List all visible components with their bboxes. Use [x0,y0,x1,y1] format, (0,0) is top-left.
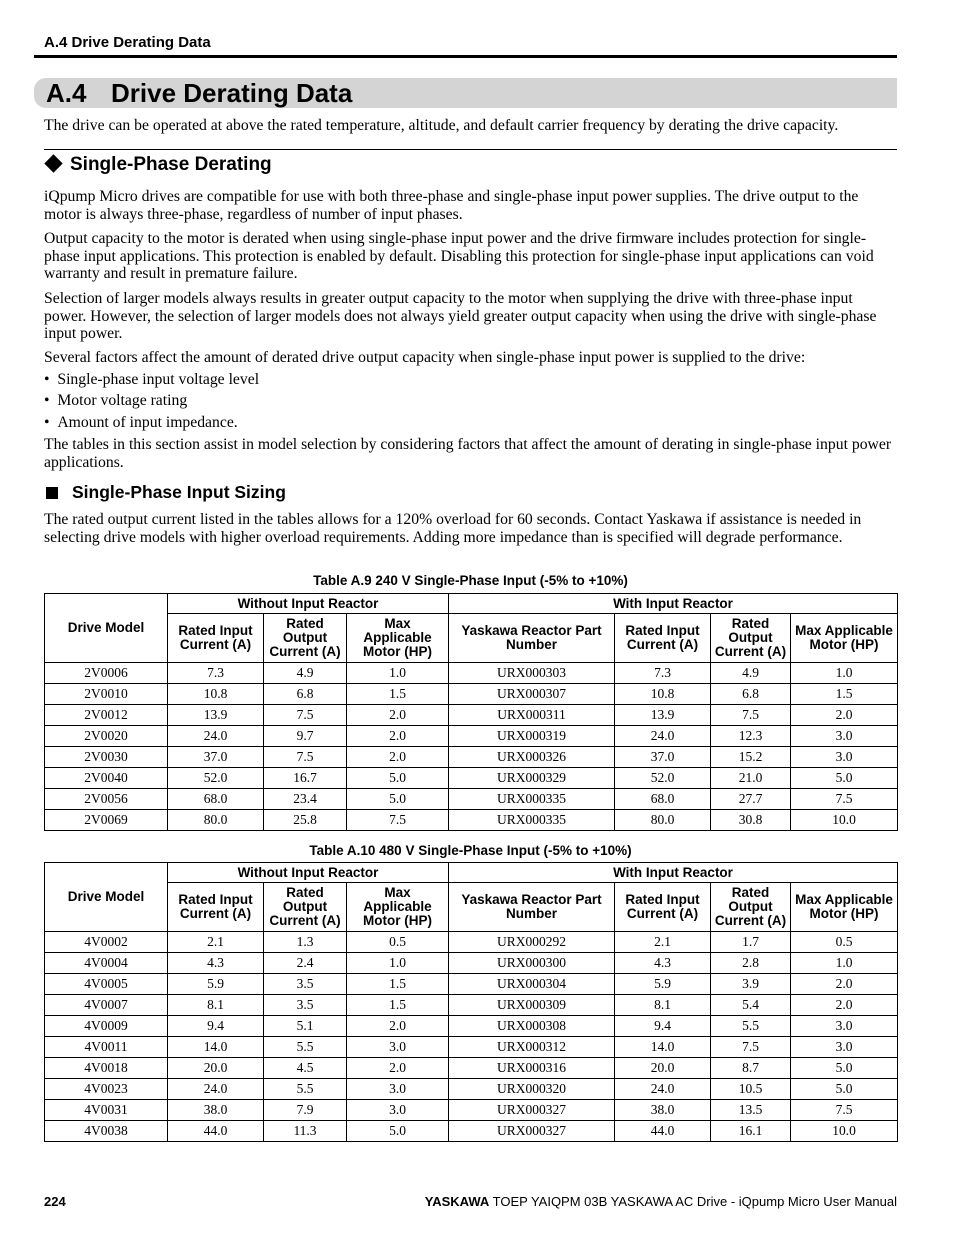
divider [44,149,897,150]
table-cell: 4V0004 [45,953,168,974]
table-cell: 4.3 [615,953,711,974]
bullet-item: • Single-phase input voltage level [44,371,260,388]
table-cell: 5.0 [347,1121,449,1142]
table-cell: 4V0011 [45,1037,168,1058]
table-cell: URX000312 [449,1037,615,1058]
table-cell: 37.0 [168,747,264,768]
table-cell: 2.0 [347,1016,449,1037]
table-cell: 7.9 [264,1100,347,1121]
table-cell: 3.5 [264,974,347,995]
header-max-motor: Max Applicable Motor (HP) [791,614,898,663]
table-cell: 5.4 [711,995,791,1016]
table-cell: 1.0 [347,953,449,974]
header-rated-input: Rated Input Current (A) [168,614,264,663]
table-cell: 3.0 [791,1037,898,1058]
table-cell: 4.9 [711,663,791,684]
table-row [45,684,898,705]
header-rated-input: Rated Input Current (A) [168,883,264,932]
table-cell: 3.9 [711,974,791,995]
square-bullet-icon [46,487,58,499]
table-cell: URX000327 [449,1121,615,1142]
table-cell: 14.0 [168,1037,264,1058]
table-cell: URX000329 [449,768,615,789]
table-cell: 7.5 [791,1100,898,1121]
table-cell: 4V0009 [45,1016,168,1037]
table-cell: 5.0 [347,768,449,789]
table-cell: 5.0 [791,1079,898,1100]
table-cell: 13.9 [168,705,264,726]
table-cell: URX000335 [449,789,615,810]
table-row [45,953,898,974]
table-cell: 21.0 [711,768,791,789]
table-cell: 25.8 [264,810,347,831]
subsection-title: Single-Phase Input Sizing [72,482,286,502]
table-cell: 14.0 [615,1037,711,1058]
table-cell: 80.0 [615,810,711,831]
table-cell: 5.0 [347,789,449,810]
header-max-motor: Max Applicable Motor (HP) [347,614,449,663]
table-cell: 9.4 [168,1016,264,1037]
table-cell: 2.1 [615,932,711,953]
table-cell: 3.0 [347,1100,449,1121]
table-cell: 2.0 [347,726,449,747]
table-cell: 2V0006 [45,663,168,684]
header-max-motor: Max Applicable Motor (HP) [347,883,449,932]
header-rated-input: Rated Input Current (A) [615,883,711,932]
subsection-heading-single-phase [44,154,272,176]
header-rated-input: Rated Input Current (A) [615,614,711,663]
header-drive-model: Drive Model [45,594,168,663]
table-cell: 5.9 [168,974,264,995]
table-cell: 5.0 [791,768,898,789]
table-cell: 2.4 [264,953,347,974]
table-cell: URX000326 [449,747,615,768]
table-cell: 11.3 [264,1121,347,1142]
page-number: 224 [44,1194,66,1209]
paragraph: The tables in this section assist in model selection by considering factors that affect the amount of derating in single-phase input power applications. [44,436,892,471]
table-cell: 1.5 [347,684,449,705]
table-cell: 2.0 [791,995,898,1016]
table-cell: 2.1 [168,932,264,953]
table-cell: 4.5 [264,1058,347,1079]
table-cell: URX000303 [449,663,615,684]
table-row [45,1058,898,1079]
table-cell: 2V0056 [45,789,168,810]
table-caption: Table A.9 240 V Single-Phase Input (-5% to +10%) [313,573,628,588]
paragraph: Selection of larger models always results in greater output capacity to the motor when supplying the drive with three-phase input power. However, the selection of larger models does not always yield greater output capacity when using the drive with single-phase input power. [44,290,877,342]
table-row [45,974,898,995]
table-cell: 2V0010 [45,684,168,705]
table-cell: 3.0 [791,1016,898,1037]
derating-table-240v [44,593,898,831]
table-cell: 1.3 [264,932,347,953]
table-cell: 3.5 [264,995,347,1016]
table-cell: 1.5 [791,684,898,705]
header-without-reactor: Without Input Reactor [168,594,449,614]
table-cell: 20.0 [615,1058,711,1079]
table-cell: 7.3 [615,663,711,684]
section-heading [34,78,897,108]
footer-brand: YASKAWA [424,1194,490,1209]
table-cell: 24.0 [168,726,264,747]
table-cell: 4V0031 [45,1100,168,1121]
table-cell: URX000316 [449,1058,615,1079]
table-cell: URX000307 [449,684,615,705]
table-row [45,789,898,810]
table-cell: 1.5 [347,974,449,995]
table-cell: 7.5 [711,705,791,726]
table-row [45,747,898,768]
table-cell: 44.0 [615,1121,711,1142]
table-cell: URX000309 [449,995,615,1016]
header-drive-model: Drive Model [45,863,168,932]
table-cell: URX000320 [449,1079,615,1100]
table-cell: 24.0 [615,726,711,747]
table-cell: 2V0040 [45,768,168,789]
table-cell: URX000311 [449,705,615,726]
table-cell: 4V0005 [45,974,168,995]
table-cell: 52.0 [615,768,711,789]
table-cell: 5.1 [264,1016,347,1037]
table-cell: 27.7 [711,789,791,810]
table-cell: 2V0020 [45,726,168,747]
table-cell: 4.3 [168,953,264,974]
paragraph: The rated output current listed in the tables allows for a 120% overload for 60 seconds. Contact Yaskawa if assistance is needed in selecting drive models with higher overload requirements. Adding more impedance than is specified will degrade performance. [44,511,862,546]
table-row [45,1100,898,1121]
derating-table-480v [44,862,898,1142]
table-cell: URX000300 [449,953,615,974]
table-cell: 7.5 [264,705,347,726]
table-cell: 5.5 [264,1079,347,1100]
subsection-heading-input-sizing [44,482,286,503]
table-cell: 3.0 [791,726,898,747]
table-cell: 4V0007 [45,995,168,1016]
table-row [45,768,898,789]
table-cell: 7.5 [711,1037,791,1058]
table-cell: URX000335 [449,810,615,831]
table-cell: 10.5 [711,1079,791,1100]
table-cell: URX000319 [449,726,615,747]
bullet-item: • Amount of input impedance. [44,414,238,431]
table-cell: 8.7 [711,1058,791,1079]
table-row [45,810,898,831]
table-cell: 6.8 [711,684,791,705]
table-row [45,726,898,747]
subsection-title: Single-Phase Derating [70,154,272,175]
bullet-item: • Motor voltage rating [44,392,188,409]
table-cell: 6.8 [264,684,347,705]
table-cell: 4V0038 [45,1121,168,1142]
table-row [45,705,898,726]
header-max-motor: Max Applicable Motor (HP) [791,883,898,932]
footer-manual-title: TOEP YAIQPM 03B YASKAWA AC Drive - iQpump Micro User Manual [492,1194,897,1209]
intro-paragraph: The drive can be operated at above the rated temperature, altitude, and default carrier frequency by derating the drive capacity. [44,117,839,134]
table-cell: 3.0 [791,747,898,768]
table-cell: 10.8 [168,684,264,705]
table-cell: 0.5 [791,932,898,953]
header-reactor-part: Yaskawa Reactor Part Number [449,883,615,932]
table-cell: 4V0002 [45,932,168,953]
diamond-bullet-icon [44,155,62,173]
table-cell: 12.3 [711,726,791,747]
table-cell: URX000292 [449,932,615,953]
table-cell: 1.7 [711,932,791,953]
section-title: Drive Derating Data [111,78,353,108]
table-cell: 5.5 [264,1037,347,1058]
table-row [45,995,898,1016]
table-cell: 7.5 [264,747,347,768]
footer-text [425,1194,897,1209]
table-cell: 20.0 [168,1058,264,1079]
table-cell: 2.0 [791,705,898,726]
table-cell: 16.1 [711,1121,791,1142]
running-header: A.4 Drive Derating Data [44,34,211,51]
table-row [45,932,898,953]
paragraph: Output capacity to the motor is derated when using single-phase input power and the drive firmware includes protection for single-phase input applications. This protection is enabled by default. Disabling this protection for single-phase input applications can void warranty and result in premature failure. [44,230,874,282]
header-with-reactor: With Input Reactor [449,863,898,883]
table-cell: 7.5 [347,810,449,831]
table-cell: 1.0 [791,663,898,684]
table-cell: 3.0 [347,1079,449,1100]
table-cell: URX000327 [449,1100,615,1121]
table-cell: 1.0 [791,953,898,974]
table-cell: 30.8 [711,810,791,831]
header-without-reactor: Without Input Reactor [168,863,449,883]
table-cell: 68.0 [168,789,264,810]
table-cell: 2V0030 [45,747,168,768]
table-cell: 2V0012 [45,705,168,726]
table-cell: 4V0018 [45,1058,168,1079]
table-cell: 7.3 [168,663,264,684]
header-rated-output: Rated Output Current (A) [711,614,791,663]
table-cell: 9.4 [615,1016,711,1037]
table-cell: 52.0 [168,768,264,789]
table-cell: 8.1 [168,995,264,1016]
table-cell: 2.0 [347,705,449,726]
header-rule [34,55,897,58]
table-cell: 68.0 [615,789,711,810]
table-cell: 5.9 [615,974,711,995]
table-cell: 2.0 [791,974,898,995]
table-cell: 37.0 [615,747,711,768]
table-cell: 44.0 [168,1121,264,1142]
table-cell: 2.0 [347,1058,449,1079]
table-cell: 1.5 [347,995,449,1016]
table-cell: 10.0 [791,1121,898,1142]
table-row [45,663,898,684]
table-cell: 5.0 [791,1058,898,1079]
table-row [45,1037,898,1058]
table-cell: URX000304 [449,974,615,995]
header-with-reactor: With Input Reactor [449,594,898,614]
table-cell: 5.5 [711,1016,791,1037]
table-row [45,1016,898,1037]
table-cell: 1.0 [347,663,449,684]
table-cell: 13.9 [615,705,711,726]
table-row [45,1121,898,1142]
table-cell: 2.8 [711,953,791,974]
header-rated-output: Rated Output Current (A) [264,614,347,663]
table-cell: 24.0 [615,1079,711,1100]
table-cell: 2.0 [347,747,449,768]
section-number: A.4 [46,78,87,108]
table-cell: 38.0 [615,1100,711,1121]
header-rated-output: Rated Output Current (A) [264,883,347,932]
paragraph: Several factors affect the amount of derated drive output capacity when single-phase input power is supplied to the drive: [44,349,806,366]
table-caption: Table A.10 480 V Single-Phase Input (-5% to +10%) [309,843,632,858]
table-cell: 3.0 [347,1037,449,1058]
table-cell: 23.4 [264,789,347,810]
table-cell: 2V0069 [45,810,168,831]
table-cell: 15.2 [711,747,791,768]
table-cell: 8.1 [615,995,711,1016]
table-cell: 24.0 [168,1079,264,1100]
table-cell: 9.7 [264,726,347,747]
table-cell: 0.5 [347,932,449,953]
paragraph: iQpump Micro drives are compatible for use with both three-phase and single-phase input power supplies. The drive output to the motor is always three-phase, regardless of number of input phases. [44,188,859,223]
header-reactor-part: Yaskawa Reactor Part Number [449,614,615,663]
table-cell: 4V0023 [45,1079,168,1100]
table-cell: 38.0 [168,1100,264,1121]
table-row [45,1079,898,1100]
table-cell: 80.0 [168,810,264,831]
table-cell: URX000308 [449,1016,615,1037]
table-cell: 7.5 [791,789,898,810]
table-cell: 16.7 [264,768,347,789]
table-cell: 13.5 [711,1100,791,1121]
table-cell: 4.9 [264,663,347,684]
table-cell: 10.0 [791,810,898,831]
header-rated-output: Rated Output Current (A) [711,883,791,932]
table-cell: 10.8 [615,684,711,705]
